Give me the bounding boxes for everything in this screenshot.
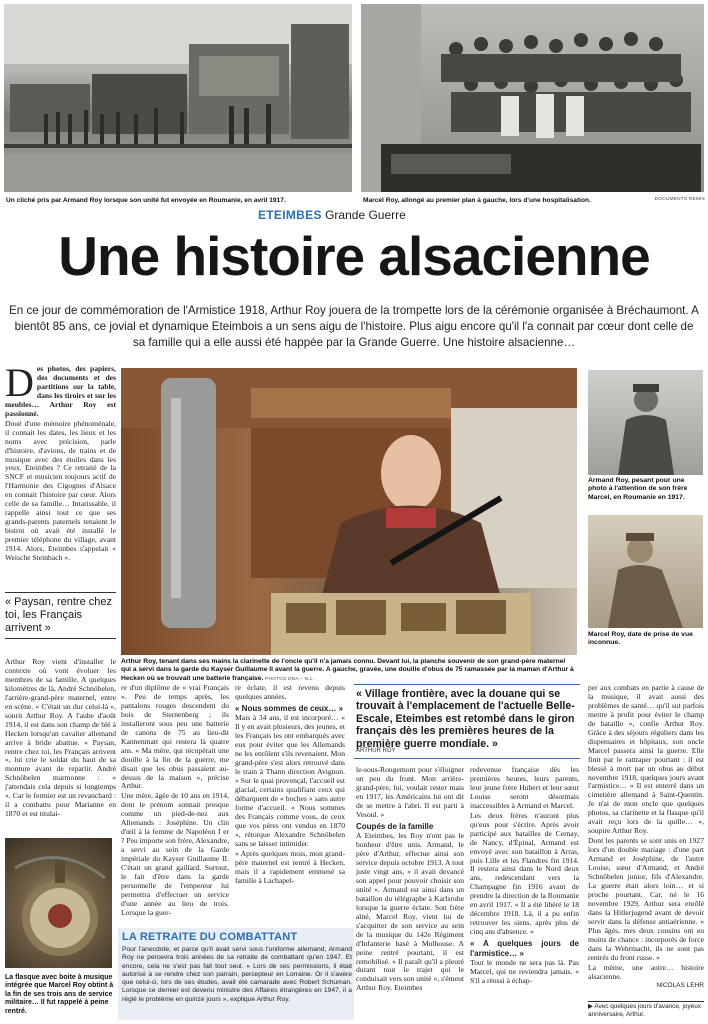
col4-paragraph-2: A Eteimbes, les Roy n'ont pas le bonheur d'être unis. Armand, le père d'Arthur, effectue ainsi son service depuis octobre 1913. A tout juste vingt ans, « il avait devancé son appel pour pouvoir choisir son unité ». Armand est ainsi dans un bataillon du télégraphe à Karlsruhe lorsque la guerre éclate. Son frère aîné, Marcel Roy, vient lui de s'acquitter de son service au sein de la musique du 142e Régiment d'Infanterie basé à Mulhouse. A peine rentré pourtant, il est remobilisé. « Il paraît qu'il a pleuré durant tout le trajet qui le conduisait vers son unité », s'émeut Arthur Roy. Eteimbes: [356, 831, 464, 993]
hospital-photo-caption: [363, 197, 705, 205]
col5-subheading: « A quelques jours de l'armistice… »: [470, 939, 579, 958]
armand-caption: Armand Roy, pesant pour une photo à l'attention de son frère Marcel, en Roumanie en 1917.: [588, 477, 688, 501]
page-title: Une histoire alsacienne: [58, 225, 650, 287]
col6-paragraph-3: La même, une autre… histoire alsacienne.: [588, 962, 704, 981]
article-column-1: [5, 360, 116, 564]
retraite-heading: LA RETRAITE DU COMBATTANT: [122, 931, 298, 943]
article-signature: NICOLAS LEHR: [656, 982, 704, 990]
col4-paragraph-1: le-sous-Rougemont pour s'éloigner un peu du front. Mon arrière-grand-père, lui, voulait rester mais en 1917, les Américains lui ont dit de se mettre à l'abri. Il est parti à Vesoul. »: [356, 765, 464, 819]
flask-caption: La flasque avec boite à musique intégrée que Marcel Roy obtint à la fin de ses trois ans de service militaire… Il fut rappelé à peine rentré.: [5, 974, 114, 1015]
flask-illustration: [5, 838, 112, 968]
col3-paragraph-2: Mais à 34 ans, il est incorporé… « Il y en avait plusieurs, des jeunes, et les Français les ont embarqués avec eux pour éviter que les Allemands ne les enrôlent s'ils revenaient. Mon grand-père s'est alors retrouvé dans le train à Thann direction Avignon. » Sur le quai provençal, l'accueil est glacial, certains qualifiant ceux qui débarquent de « boches » sans autre forme d'accueil. « Nous sommes des Français comme vous, de ceux que vos pères ont vendus en 1870 », rétorque Alexandre Schnöbelen sans se laisser intimider.: [235, 713, 345, 848]
col5-paragraph-1: redevenue française dès les premières heures, leurs parents, leur jeune frère Hubert et leur sœur Louise seront désormais inaccessibles à Armand et Marcel.: [470, 765, 579, 810]
col3-paragraph-3: « Après quelques mois, mon grand-père maternel est rentré à Hecken, mais il a rapidement emmené sa famille à Lachapel-: [235, 848, 345, 885]
lead-paragraph: En ce jour de commémoration de l'Armistice 1918, Arthur Roy jouera de la trompette lors de la cérémonie organisée à Bréchaumont. A bientôt 85 ans, ce jovial et dynamique Eteimbois a un sens aigu de l'histoire. Plus aigu encore qu'il l'a connait par cœur dont celle de sa famille qui a elle aussi été happée par la Grande Guerre. Une histoire alsacienne…: [9, 304, 699, 349]
main-photo-caption: [121, 658, 577, 683]
footnote-arrow-icon: ▶: [588, 1003, 595, 1010]
armand-illustration: [588, 370, 703, 475]
main-caption-text: Arthur Roy, tenant dans ses mains la clarinette de l'oncle qu'il n'a jamais connu. Devant lui, la planche souvenir de son grand-père maternel qui a servi dans la garde du Kayser Guillaume II avant la guerre. A gauche, gravée, une douille d'obus de 75 ramassée par la maman d'Arthur à Hecken où se trouvait une batterie française.: [121, 658, 574, 682]
main-photo-credit: PHOTOS DNA – N.L.: [265, 676, 315, 682]
quote-rule-top: [5, 592, 116, 593]
col4-subheading: Coupés de la famille: [356, 821, 434, 831]
hospital-caption-text: Marcel Roy, allongé au premier plan à gauche, lors d'une hospitalisation.: [363, 197, 591, 204]
hospital-group-illustration: [361, 4, 704, 192]
village-quote-rule-bottom: [354, 758, 580, 759]
col1-paragraph-3: Arthur Roy vient d'installer le contexte où vont évoluer les membres de sa famille. A quelques kilomètres de là, André Schnöbelen, l'arrière-grand-père maternel, entre en scène. « C'était un dur celui-là », sourit Arthur Roy. A l'aube d'août 1914, il est dans son champ de blé à Hecken lorsqu'un cavalier allemand arrive à bride abattue. « Paysan, rentre chez toi, les Français arrivent », lui crie le soldat du haut de sa monture avant de repartir. André Schnöbelen marmonne : « j'attendais cela depuis si longtemps ». Car le fermier est un revanchard : il a combattu pour Marianne en 1870 et est titulai-: [5, 657, 116, 819]
col1-paragraph-2: Doué d'une mémoire phénoménale, il connait les dates, les lieux et les noms avec précision, parle d'histoire, d'avions, de trains et de musique avec des étoiles dans les yeux. Eteimbes ? Ce retraité de la SNCF et musicien toujours actif de l'Harmonie des Cigognes d'Alsace en connait l'histoire par cœur. Alors celle de sa famille… Intarissable, il rappelle ainsi tout ce que ses grands-parents paternels tenaient le bistrot où avait été installé le premier téléphone du village, avant 1914. Alors, Eteimbes s'appelait « Weische Steinbach ».: [5, 418, 116, 563]
train-photo-caption: Un cliché pris par Armand Roy lorsque son unité fut envoyée en Roumanie, en avril 1917.: [6, 197, 286, 204]
drop-cap: D: [5, 360, 34, 405]
flask-photo: [5, 838, 112, 968]
footnote: [588, 1003, 704, 1018]
article-column-5: [470, 766, 579, 987]
kicker-section: Grande Guerre: [325, 208, 406, 222]
marcel-photo: [588, 515, 703, 628]
col3-paragraph-1: re éclate, il est revenu depuis quelques années.: [235, 683, 345, 701]
col6-paragraph-2: Dont les parents se sont unis en 1927 lors d'un double mariage : d'une part Armand et Joséphine, de l'autre Louise, sœur d'Armand, et André Schnöbelen junior, fils d'Alexandre. La guerre était alors loin… et si proche pourtant. Car, né le 16 novembre 1929, Arthur sera enrôlé dans la Hitlerjugend avant de devoir servir dans la défense antiaérienne. « Plus âgés, mes deux cousins ont eu moins de chance : incorporés de force dans la Wehrmacht, ils ne sont pas rentrés du front russe. »: [588, 836, 704, 962]
main-photo: [121, 368, 577, 655]
intro-paragraph: es photos, des papiers, des documents et des partitions sur la table, dans les tiroirs et sur les meubles… Arthur Roy est passionné.: [5, 364, 116, 418]
arthur-roy-illustration: [121, 368, 577, 655]
village-quote: « Village frontière, avec la douane qui se trouvait à l'emplacement de l'actuelle Belle-Escale, Eteimbes est retombé dans le giron français dès les premières heures de la première guerre mondiale. »: [356, 688, 575, 750]
hospital-photo: [361, 4, 704, 192]
article-column-6: [588, 684, 704, 991]
pull-quote-paysan: « Paysan, rentre chez toi, les Français arrivent »: [5, 596, 113, 634]
article-column-1b: [5, 658, 116, 820]
footnote-text: Avec quelques jours d'avance, joyeux anniversaire, Arthur.: [588, 1003, 701, 1018]
col3-subheading: « Nous sommes de ceux… »: [235, 703, 344, 713]
kicker-location: ETEIMBES: [258, 208, 322, 222]
article-column-2: [121, 684, 229, 919]
article-column-3: [235, 684, 345, 886]
marcel-illustration: [588, 515, 703, 628]
section-kicker: [258, 208, 406, 222]
village-quote-rule-top: [354, 684, 580, 685]
train-illustration: [4, 4, 352, 192]
quote-rule-bottom: [5, 638, 116, 639]
armand-photo: [588, 370, 703, 475]
village-quote-attribution: ARTHUR ROY: [356, 748, 396, 754]
article-column-4: [356, 766, 464, 994]
retraite-text: Pour l'anecdote, et parce qu'il avait servi sous l'uniforme allemand, Armand Roy ne percevra trois années de sa retraite de combattant qu'en 1947. Et encore, cela ne s'est pas fait tout seul. « Lors de ses permissions, il était autorisé à se rendre chez son parrain, percepteur en Lorraine. Or il s'avère que celui-ci, lors de ses études, avait été camarade avec Robert Schuman. Lorsque ce dernier est devenu ministre des Affaires étrangères en 1947, il a réglé le problème en quinze jours », explique Arthur Roy.: [122, 946, 352, 1003]
footnote-rule: [588, 1001, 704, 1002]
col5-paragraph-2: Les deux frères n'auront plus qu'eux pour s'écrire. Après avoir participé aux batailles de Cernay, de Nancy, d'Épinal, Armand est envoyé avec son bataillon à Arras, puis Lille et les Flandres fin 1914. Il restera ainsi dans le Nord deux ans, redescendant vers la Champagne fin 1916 avant de prendre la direction de la Roumanie en avril 1917. « Il a été libéré le 18 décembre 1918. Là, il a pu enfin retrouver les siens, après plus de cinq ans d'absence. »: [470, 810, 580, 937]
hospital-photo-credit: DOCUMENTS REMIS: [654, 197, 705, 202]
col2-paragraph-2: Une mère, âgée de 10 ans en 1914, dont le prénom sonnait presque comme un pied-de-nez aux Allemands : Joséphine. Un clin d'œil à la femme de Napoléon I er ? Peu importe son frère, Alexandre, a servi au sein de la Garde impériale du Kayser Guillaume II. C'était un grand gaillard. Surtout, le fait d'être dans la garde personnelle de l'empereur lui permettra d'effectuer un service d'une année au lieu de trois. Lorsque la guer-: [121, 791, 229, 917]
col2-paragraph-1: re d'un diplôme de « vrai Français ». Peu de temps après, les pantalons rouges descendent du bois de Sternenberg ; ils installeront sous peu une batterie de canons de 75 au lieu-dit Kannenmatt qui restera là quatre ans. « Ma mère, qui récupérait une douille à la fin de la guerre, me disait que les obus passaient au-dessus de la maison », précise Arthur.: [121, 683, 229, 791]
marcel-caption: Marcel Roy, date de prise de vue inconnue.: [588, 631, 693, 647]
col5-paragraph-3: Tout le monde ne sera pas là. Pas Marcel, qui ne reviendra jamais. « S'il a réussi à échap-: [470, 957, 579, 985]
train-photo: [4, 4, 352, 192]
col6-paragraph-1: per aux combats en partie à cause de la musique, il avait aussi des problèmes de santé… qu'il sut parfois mettre à profit pour éviter le champ de bataille », confie Arthur Roy. Grâce à des séjours réguliers dans les dispensaires et hôpitaux, son oncle Marcel passera ainsi la guerre. Elle finit par le rattraper pourtant : il est blessé à mort par un obus au début novembre 1918, quelques jours avant l'armistice… « Il est enterré dans un cimetière allemand à Saint-Quentin. Je n'ai de mon oncle que quelques photos, sa clarinette et la flasque qu'il avait reçu lors de la quille… », soupire Arthur Roy.: [588, 683, 704, 836]
